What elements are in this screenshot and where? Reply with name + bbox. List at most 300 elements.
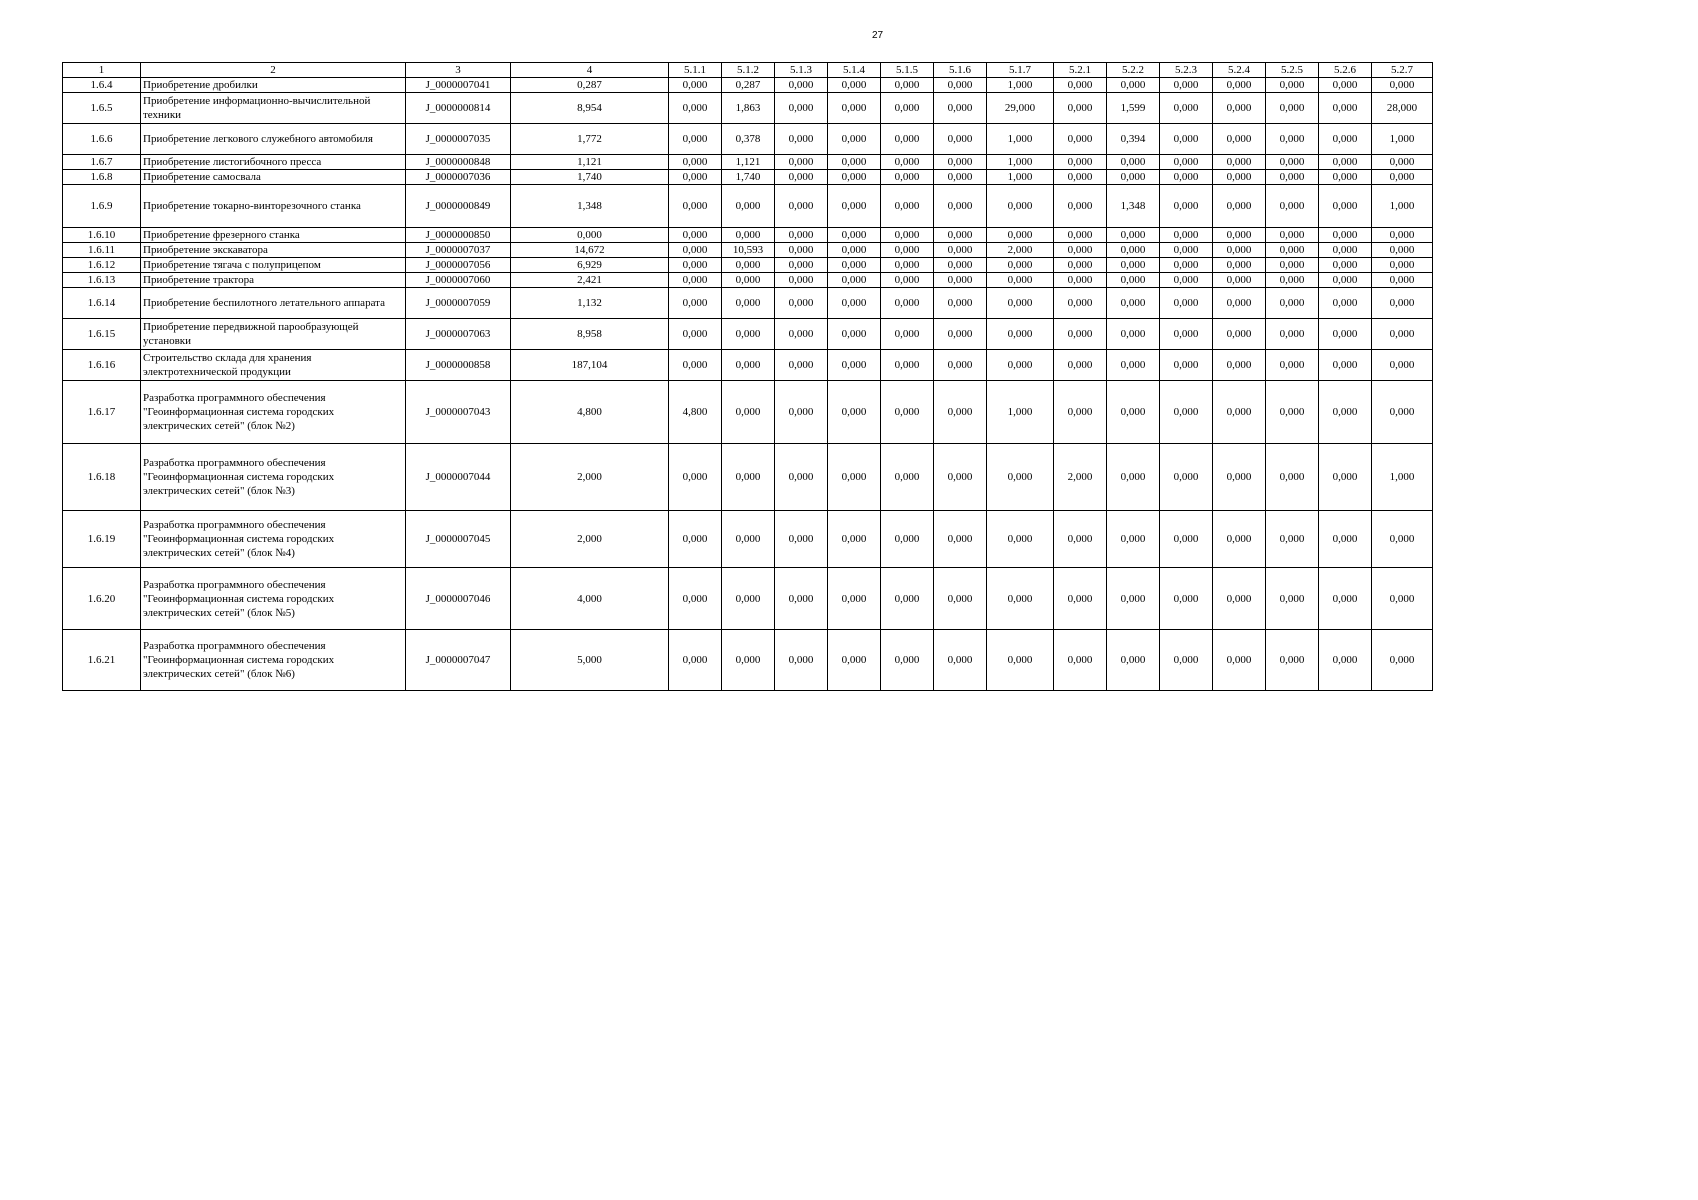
table-row [63,185,1433,228]
value-cell: 0,000 [1213,273,1266,288]
value-cell: 0,000 [1266,228,1319,243]
value-cell: 0,000 [1107,511,1160,568]
total-value-cell: 0,000 [511,228,669,243]
value-cell: 0,000 [934,228,987,243]
value-cell: 0,000 [987,228,1054,243]
total-value-cell: 1,132 [511,288,669,319]
value-cell: 0,000 [1160,243,1213,258]
column-header: 5.1.7 [987,63,1054,78]
value-cell: 0,000 [1160,319,1213,350]
value-cell: 0,000 [669,273,722,288]
project-code-cell: J_0000000848 [406,155,511,170]
value-cell: 0,000 [1372,243,1433,258]
column-header: 5.1.5 [881,63,934,78]
value-cell: 0,000 [828,243,881,258]
value-cell: 0,000 [828,444,881,511]
value-cell: 0,000 [1054,288,1107,319]
row-number-cell: 1.6.17 [63,381,141,444]
column-header: 5.1.2 [722,63,775,78]
value-cell: 0,000 [1319,170,1372,185]
value-cell: 0,000 [1160,185,1213,228]
value-cell: 0,000 [775,124,828,155]
project-code-cell: J_0000007046 [406,568,511,630]
value-cell: 0,000 [881,444,934,511]
value-cell: 0,000 [1319,319,1372,350]
value-cell: 0,000 [669,228,722,243]
project-code-cell: J_0000007060 [406,273,511,288]
value-cell: 0,000 [828,124,881,155]
value-cell: 0,000 [669,319,722,350]
value-cell: 0,000 [934,511,987,568]
value-cell: 0,000 [669,350,722,381]
row-number-cell: 1.6.16 [63,350,141,381]
item-name-cell: Разработка программного обеспечения "Геоинформационная система городских электрических сетей" (блок №3) [141,444,406,511]
value-cell: 0,000 [1160,155,1213,170]
column-header: 5.2.4 [1213,63,1266,78]
value-cell: 0,000 [881,630,934,691]
project-code-cell: J_0000007063 [406,319,511,350]
value-cell: 0,000 [1160,273,1213,288]
value-cell: 0,000 [1107,350,1160,381]
total-value-cell: 8,958 [511,319,669,350]
item-name-cell: Приобретение передвижной парообразующей установки [141,319,406,350]
value-cell: 0,000 [934,273,987,288]
value-cell: 0,000 [1319,511,1372,568]
value-cell: 4,800 [669,381,722,444]
table-row [63,243,1433,258]
value-cell: 0,000 [1266,511,1319,568]
value-cell: 0,000 [828,568,881,630]
value-cell: 0,000 [1213,124,1266,155]
table-row [63,630,1433,691]
total-value-cell: 2,421 [511,273,669,288]
value-cell: 0,000 [669,444,722,511]
value-cell: 0,000 [1266,350,1319,381]
total-value-cell: 1,740 [511,170,669,185]
value-cell: 0,000 [987,319,1054,350]
value-cell: 0,000 [1107,228,1160,243]
column-header: 5.2.7 [1372,63,1433,78]
row-number-cell: 1.6.10 [63,228,141,243]
value-cell: 0,000 [828,630,881,691]
value-cell: 0,000 [881,288,934,319]
value-cell: 0,000 [1213,319,1266,350]
value-cell: 0,000 [1266,124,1319,155]
value-cell: 0,000 [881,124,934,155]
item-name-cell: Приобретение токарно-винторезочного станка [141,185,406,228]
value-cell: 0,000 [1266,381,1319,444]
value-cell: 1,000 [987,124,1054,155]
value-cell: 1,740 [722,170,775,185]
value-cell: 0,000 [1107,78,1160,93]
value-cell: 0,000 [1372,155,1433,170]
value-cell: 0,000 [1266,288,1319,319]
project-code-cell: J_0000000849 [406,185,511,228]
table-row [63,288,1433,319]
value-cell: 0,000 [1107,273,1160,288]
value-cell: 0,000 [1266,444,1319,511]
column-header: 5.2.5 [1266,63,1319,78]
value-cell: 0,000 [934,124,987,155]
value-cell: 0,000 [828,155,881,170]
item-name-cell: Приобретение информационно-вычислительной техники [141,93,406,124]
value-cell: 0,000 [1319,124,1372,155]
value-cell: 0,000 [1054,630,1107,691]
value-cell: 0,000 [987,444,1054,511]
row-number-cell: 1.6.15 [63,319,141,350]
row-number-cell: 1.6.21 [63,630,141,691]
value-cell: 0,000 [669,288,722,319]
value-cell: 2,000 [1054,444,1107,511]
value-cell: 0,000 [1054,258,1107,273]
total-value-cell: 14,672 [511,243,669,258]
total-value-cell: 2,000 [511,511,669,568]
value-cell: 0,000 [1213,444,1266,511]
project-code-cell: J_0000007056 [406,258,511,273]
value-cell: 0,000 [1054,78,1107,93]
table-row [63,511,1433,568]
value-cell: 0,000 [1054,568,1107,630]
value-cell: 0,000 [1107,319,1160,350]
column-header: 2 [141,63,406,78]
value-cell: 0,000 [881,78,934,93]
value-cell: 0,000 [722,185,775,228]
value-cell: 0,000 [775,444,828,511]
value-cell: 0,000 [1266,243,1319,258]
value-cell: 0,000 [1266,568,1319,630]
project-code-cell: J_0000007037 [406,243,511,258]
value-cell: 0,000 [828,78,881,93]
value-cell: 0,000 [722,228,775,243]
value-cell: 0,000 [1160,258,1213,273]
value-cell: 0,000 [934,319,987,350]
project-code-cell: J_0000007047 [406,630,511,691]
value-cell: 2,000 [987,243,1054,258]
table-row [63,124,1433,155]
value-cell: 0,000 [881,319,934,350]
value-cell: 0,000 [1319,78,1372,93]
value-cell: 0,000 [1054,273,1107,288]
column-header: 5.1.3 [775,63,828,78]
value-cell: 0,000 [1160,93,1213,124]
value-cell: 0,000 [934,93,987,124]
row-number-cell: 1.6.20 [63,568,141,630]
value-cell: 0,000 [1160,350,1213,381]
value-cell: 0,000 [1054,155,1107,170]
value-cell: 0,000 [669,511,722,568]
value-cell: 0,000 [987,273,1054,288]
value-cell: 0,000 [669,155,722,170]
column-header: 3 [406,63,511,78]
column-header: 5.1.4 [828,63,881,78]
value-cell: 0,000 [1319,93,1372,124]
value-cell: 0,000 [1213,568,1266,630]
value-cell: 0,000 [934,243,987,258]
value-cell: 0,000 [1160,228,1213,243]
value-cell: 0,000 [1107,444,1160,511]
column-header: 1 [63,63,141,78]
value-cell: 0,000 [1054,511,1107,568]
row-number-cell: 1.6.14 [63,288,141,319]
value-cell: 0,000 [1160,381,1213,444]
value-cell: 0,000 [1266,258,1319,273]
value-cell: 0,000 [934,568,987,630]
column-header: 5.2.2 [1107,63,1160,78]
value-cell: 0,000 [775,511,828,568]
value-cell: 0,000 [1266,93,1319,124]
value-cell: 0,000 [1107,630,1160,691]
total-value-cell: 8,954 [511,93,669,124]
value-cell: 0,000 [722,288,775,319]
value-cell: 0,000 [1266,273,1319,288]
value-cell: 0,000 [775,350,828,381]
value-cell: 0,000 [1054,170,1107,185]
value-cell: 1,000 [987,170,1054,185]
table-row [63,568,1433,630]
value-cell: 1,599 [1107,93,1160,124]
value-cell: 0,000 [1372,630,1433,691]
value-cell: 0,000 [775,243,828,258]
value-cell: 0,000 [722,319,775,350]
value-cell: 0,000 [828,93,881,124]
value-cell: 0,000 [669,170,722,185]
total-value-cell: 1,121 [511,155,669,170]
value-cell: 1,000 [1372,185,1433,228]
value-cell: 0,000 [775,319,828,350]
value-cell: 0,000 [1213,93,1266,124]
value-cell: 0,000 [934,78,987,93]
value-cell: 0,000 [1266,630,1319,691]
value-cell: 0,000 [775,185,828,228]
value-cell: 0,000 [1213,630,1266,691]
value-cell: 0,000 [669,568,722,630]
project-code-cell: J_0000007045 [406,511,511,568]
value-cell: 0,000 [775,155,828,170]
value-cell: 0,000 [669,93,722,124]
value-cell: 0,000 [1107,381,1160,444]
value-cell: 0,000 [722,350,775,381]
table-row [63,93,1433,124]
value-cell: 0,000 [828,511,881,568]
value-cell: 0,000 [1054,124,1107,155]
value-cell: 0,000 [1160,78,1213,93]
value-cell: 0,000 [1107,155,1160,170]
value-cell: 0,000 [1054,185,1107,228]
value-cell: 0,000 [1107,288,1160,319]
value-cell: 0,000 [775,258,828,273]
value-cell: 0,000 [722,381,775,444]
value-cell: 1,000 [1372,444,1433,511]
value-cell: 0,000 [1372,288,1433,319]
value-cell: 0,000 [881,381,934,444]
value-cell: 0,000 [934,170,987,185]
project-code-cell: J_0000000858 [406,350,511,381]
investment-table [62,62,1433,691]
value-cell: 28,000 [1372,93,1433,124]
item-name-cell: Приобретение трактора [141,273,406,288]
value-cell: 0,000 [987,630,1054,691]
table-row [63,273,1433,288]
value-cell: 0,000 [934,381,987,444]
value-cell: 0,000 [1160,124,1213,155]
value-cell: 0,000 [987,288,1054,319]
row-number-cell: 1.6.18 [63,444,141,511]
total-value-cell: 0,287 [511,78,669,93]
value-cell: 0,000 [1213,78,1266,93]
project-code-cell: J_0000007043 [406,381,511,444]
column-header: 5.2.6 [1319,63,1372,78]
project-code-cell: J_0000007059 [406,288,511,319]
value-cell: 0,000 [828,350,881,381]
value-cell: 0,000 [1319,568,1372,630]
value-cell: 0,000 [881,568,934,630]
value-cell: 0,378 [722,124,775,155]
value-cell: 0,000 [1319,381,1372,444]
value-cell: 0,000 [1107,243,1160,258]
value-cell: 0,000 [934,155,987,170]
value-cell: 1,000 [987,78,1054,93]
value-cell: 0,000 [881,350,934,381]
item-name-cell: Приобретение легкового служебного автомобиля [141,124,406,155]
value-cell: 0,000 [1372,350,1433,381]
page-number: 27 [871,30,884,41]
value-cell: 0,000 [1213,288,1266,319]
value-cell: 0,000 [987,185,1054,228]
value-cell: 0,000 [1054,228,1107,243]
table-row [63,78,1433,93]
value-cell: 0,000 [1266,185,1319,228]
value-cell: 0,000 [987,568,1054,630]
value-cell: 0,000 [1213,511,1266,568]
value-cell: 0,000 [775,630,828,691]
row-number-cell: 1.6.19 [63,511,141,568]
value-cell: 0,000 [775,288,828,319]
project-code-cell: J_0000000814 [406,93,511,124]
value-cell: 0,000 [881,155,934,170]
item-name-cell: Разработка программного обеспечения "Геоинформационная система городских электрических сетей" (блок №6) [141,630,406,691]
value-cell: 0,000 [775,93,828,124]
value-cell: 0,000 [1319,228,1372,243]
value-cell: 1,863 [722,93,775,124]
value-cell: 0,000 [1266,155,1319,170]
value-cell: 0,000 [1160,170,1213,185]
row-number-cell: 1.6.5 [63,93,141,124]
column-header: 4 [511,63,669,78]
table-row [63,170,1433,185]
value-cell: 0,000 [1319,185,1372,228]
item-name-cell: Приобретение экскаватора [141,243,406,258]
value-cell: 0,000 [669,185,722,228]
item-name-cell: Разработка программного обеспечения "Геоинформационная система городских электрических сетей" (блок №5) [141,568,406,630]
total-value-cell: 2,000 [511,444,669,511]
value-cell: 0,000 [934,288,987,319]
value-cell: 0,000 [987,511,1054,568]
project-code-cell: J_0000007035 [406,124,511,155]
total-value-cell: 5,000 [511,630,669,691]
value-cell: 0,000 [1107,170,1160,185]
value-cell: 0,000 [1054,350,1107,381]
table-row [63,381,1433,444]
total-value-cell: 4,000 [511,568,669,630]
row-number-cell: 1.6.11 [63,243,141,258]
value-cell: 0,000 [1319,288,1372,319]
value-cell: 0,000 [1372,170,1433,185]
value-cell: 0,000 [1372,273,1433,288]
table-row [63,155,1433,170]
item-name-cell: Строительство склада для хранения электротехнической продукции [141,350,406,381]
value-cell: 0,394 [1107,124,1160,155]
item-name-cell: Приобретение фрезерного станка [141,228,406,243]
value-cell: 0,000 [1107,568,1160,630]
value-cell: 0,000 [1160,630,1213,691]
value-cell: 0,000 [881,511,934,568]
value-cell: 0,000 [1319,630,1372,691]
value-cell: 0,000 [1372,319,1433,350]
table-row [63,228,1433,243]
value-cell: 0,000 [1319,350,1372,381]
value-cell: 0,000 [828,273,881,288]
value-cell: 0,000 [1213,258,1266,273]
value-cell: 0,000 [1372,228,1433,243]
item-name-cell: Приобретение беспилотного летательного аппарата [141,288,406,319]
value-cell: 0,000 [1319,444,1372,511]
total-value-cell: 6,929 [511,258,669,273]
value-cell: 0,000 [828,170,881,185]
value-cell: 0,000 [881,170,934,185]
value-cell: 0,000 [881,185,934,228]
value-cell: 0,000 [669,630,722,691]
value-cell: 0,000 [1372,568,1433,630]
value-cell: 1,000 [1372,124,1433,155]
value-cell: 1,121 [722,155,775,170]
value-cell: 0,000 [722,258,775,273]
value-cell: 0,000 [934,185,987,228]
value-cell: 0,000 [1213,243,1266,258]
value-cell: 0,000 [1213,228,1266,243]
value-cell: 0,000 [1319,155,1372,170]
row-number-cell: 1.6.6 [63,124,141,155]
value-cell: 0,000 [987,258,1054,273]
value-cell: 0,000 [1319,273,1372,288]
total-value-cell: 4,800 [511,381,669,444]
item-name-cell: Разработка программного обеспечения "Геоинформационная система городских электрических сетей" (блок №2) [141,381,406,444]
table-row [63,258,1433,273]
value-cell: 0,000 [881,273,934,288]
value-cell: 0,000 [1319,258,1372,273]
value-cell: 0,000 [669,124,722,155]
value-cell: 0,000 [775,273,828,288]
project-code-cell: J_0000007044 [406,444,511,511]
value-cell: 0,000 [1160,288,1213,319]
header-row [63,63,1433,78]
column-header: 5.1.6 [934,63,987,78]
value-cell: 0,000 [1160,568,1213,630]
column-header: 5.1.1 [669,63,722,78]
value-cell: 0,000 [934,630,987,691]
value-cell: 0,000 [881,93,934,124]
value-cell: 0,000 [1107,258,1160,273]
value-cell: 0,000 [881,228,934,243]
item-name-cell: Приобретение листогибочного пресса [141,155,406,170]
item-name-cell: Приобретение дробилки [141,78,406,93]
value-cell: 0,000 [775,381,828,444]
value-cell: 0,000 [828,288,881,319]
value-cell: 0,000 [881,243,934,258]
project-code-cell: J_0000000850 [406,228,511,243]
value-cell: 0,000 [669,78,722,93]
value-cell: 10,593 [722,243,775,258]
value-cell: 0,000 [1372,78,1433,93]
